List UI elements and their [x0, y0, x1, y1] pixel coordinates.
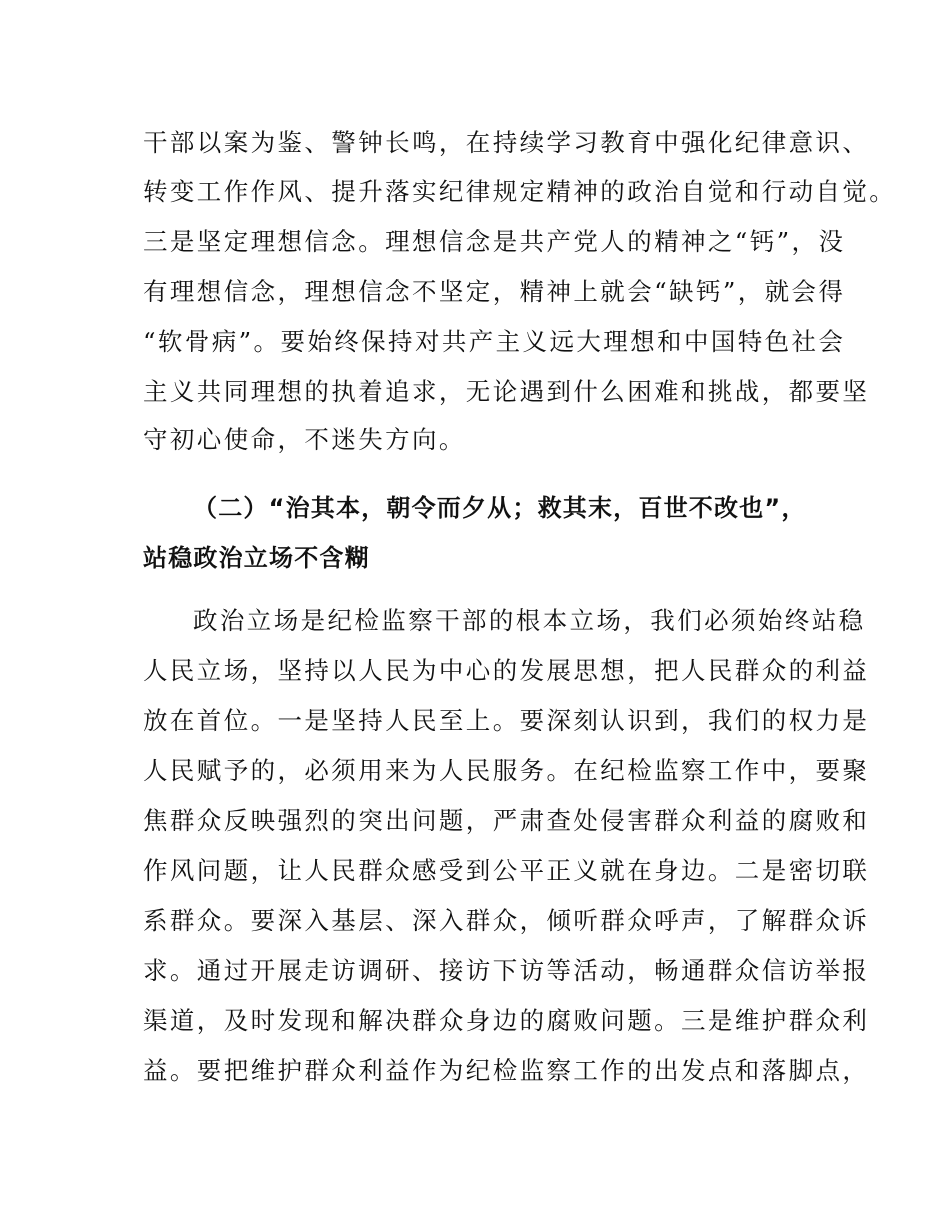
text-line: 转变工作作风、提升落实纪律规定精神的政治自觉和行动自觉。	[143, 177, 897, 206]
text-line: 人民立场，坚持以人民为中心的发展思想，把人民群众的利益	[143, 656, 870, 685]
text-line: 干部以案为鉴、警钟长鸣，在持续学习教育中强化纪律意识、	[143, 128, 870, 157]
text-line: 三是坚定理想信念。理想信念是共产党人的精神之“钙”，没	[143, 227, 846, 256]
text-line: 求。通过开展走访调研、接访下访等活动，畅通群众信访举报	[143, 956, 870, 985]
text-line: 益。要把维护群众利益作为纪检监察工作的出发点和落脚点，	[143, 1056, 870, 1085]
heading-line: （二）“治其本，朝令而夕从；救其末，百世不改也”，	[193, 494, 807, 522]
text-line: 守初心使命，不迷失方向。	[143, 425, 466, 454]
heading-line: 站稳政治立场不含糊	[143, 544, 370, 572]
text-line: 放在首位。一是坚持人民至上。要深刻认识到，我们的权力是	[143, 706, 870, 735]
text-line: 焦群众反映强烈的突出问题，严肃查处侵害群众利益的腐败和	[143, 806, 870, 835]
text-line: 系群众。要深入基层、深入群众，倾听群众呼声，了解群众诉	[143, 906, 870, 935]
text-line: “软骨病”。要始终保持对共产主义远大理想和中国特色社会	[143, 327, 846, 356]
text-line: 渠道，及时发现和解决群众身边的腐败问题。三是维护群众利	[143, 1006, 870, 1035]
text-line: 人民赋予的，必须用来为人民服务。在纪检监察工作中，要聚	[143, 756, 870, 785]
text-line: 有理想信念，理想信念不坚定，精神上就会“缺钙”，就会得	[143, 277, 846, 306]
text-line: 主义共同理想的执着追求，无论遇到什么困难和挑战，都要坚	[143, 377, 870, 406]
text-line: 政治立场是纪检监察干部的根本立场，我们必须始终站稳	[193, 606, 866, 635]
text-line: 作风问题，让人民群众感受到公平正义就在身边。二是密切联	[143, 856, 870, 885]
